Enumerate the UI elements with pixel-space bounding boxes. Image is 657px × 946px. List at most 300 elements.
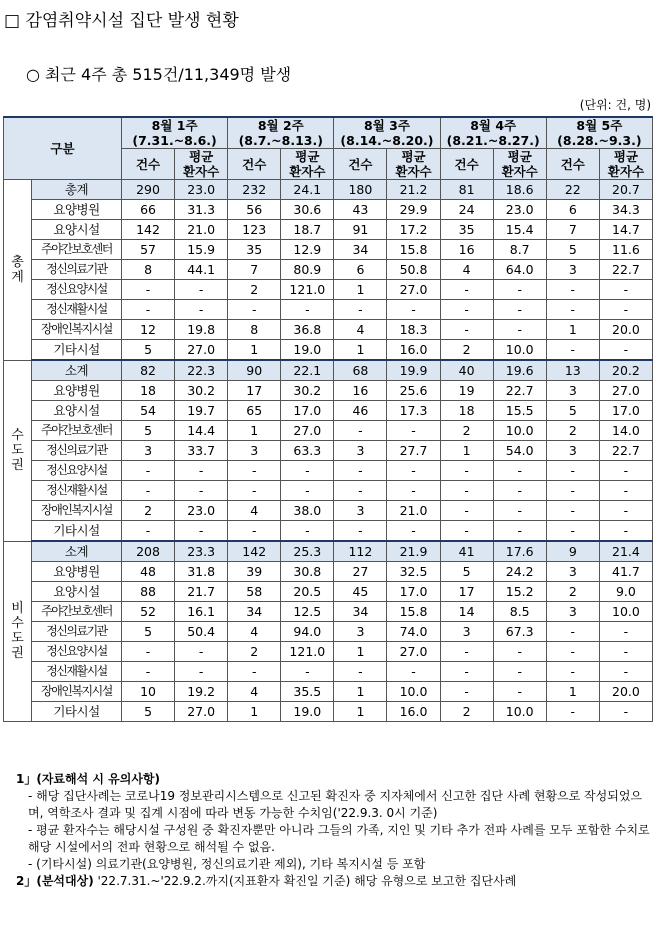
cell-count: - — [546, 501, 599, 521]
note-1-c: - (기타시설) 의료기관(요양병원, 정신의료기관 제외), 기타 복지시설 등 포함 — [28, 857, 426, 871]
header-count: 건수 — [334, 149, 387, 180]
cell-count: - — [122, 300, 175, 320]
cell-avg-patients: 11.6 — [599, 240, 652, 260]
cell-count: - — [440, 662, 493, 682]
row-category: 정신의료기관 — [32, 622, 122, 642]
cell-avg-patients: - — [599, 501, 652, 521]
cell-count: 3 — [546, 441, 599, 461]
cell-count: 18 — [122, 381, 175, 401]
cell-avg-patients: 10.0 — [493, 421, 546, 441]
row-category: 요양병원 — [32, 562, 122, 582]
cell-avg-patients: 21.7 — [175, 582, 228, 602]
cell-avg-patients: - — [281, 521, 334, 542]
cell-count: 2 — [546, 582, 599, 602]
cell-count: 2 — [440, 702, 493, 722]
cell-count: 16 — [440, 240, 493, 260]
cell-avg-patients: 17.0 — [281, 401, 334, 421]
row-category: 장애인복지시설 — [32, 320, 122, 340]
header-category: 구분 — [4, 117, 122, 180]
cell-avg-patients: 19.6 — [493, 360, 546, 381]
cell-avg-patients: 27.0 — [387, 280, 440, 300]
cell-avg-patients: - — [599, 662, 652, 682]
cell-count: 5 — [122, 421, 175, 441]
table-row — [4, 662, 653, 682]
cell-avg-patients: - — [387, 300, 440, 320]
cell-count: 208 — [122, 541, 175, 562]
cell-avg-patients: 21.2 — [387, 180, 440, 200]
cell-count: 65 — [228, 401, 281, 421]
cell-count: 19 — [440, 381, 493, 401]
cell-avg-patients: 25.3 — [281, 541, 334, 562]
cell-avg-patients: 16.0 — [387, 702, 440, 722]
cell-count: 82 — [122, 360, 175, 381]
table-row — [4, 501, 653, 521]
region-label: 총 계 — [4, 180, 32, 361]
cell-avg-patients: 17.0 — [599, 401, 652, 421]
cell-count: 13 — [546, 360, 599, 381]
header-avg-patients: 평균 환자수 — [281, 149, 334, 180]
cell-avg-patients: 22.1 — [281, 360, 334, 381]
cell-avg-patients: 27.7 — [387, 441, 440, 461]
header-count: 건수 — [228, 149, 281, 180]
table-row — [4, 421, 653, 441]
cell-avg-patients: 27.0 — [175, 340, 228, 361]
cell-avg-patients: 10.0 — [493, 340, 546, 361]
cell-avg-patients: 20.7 — [599, 180, 652, 200]
cell-count: - — [440, 280, 493, 300]
cell-count: - — [546, 642, 599, 662]
cell-count: - — [440, 461, 493, 481]
cell-avg-patients: 23.3 — [175, 541, 228, 562]
cell-count: 1 — [546, 682, 599, 702]
row-category: 주야간보호센터 — [32, 602, 122, 622]
table-row — [4, 200, 653, 220]
cell-count: 290 — [122, 180, 175, 200]
cell-avg-patients: 18.6 — [493, 180, 546, 200]
table-row — [4, 441, 653, 461]
row-category: 기타시설 — [32, 521, 122, 542]
header-period: 8월 3주 (8.14.~8.20.) — [334, 117, 440, 149]
cell-count: 39 — [228, 562, 281, 582]
cell-avg-patients: 20.0 — [599, 320, 652, 340]
cell-avg-patients: - — [175, 481, 228, 501]
cell-avg-patients: 24.1 — [281, 180, 334, 200]
table-row — [4, 622, 653, 642]
header-avg-patients: 평균 환자수 — [387, 149, 440, 180]
cell-count: 3 — [334, 501, 387, 521]
cell-avg-patients: 15.5 — [493, 401, 546, 421]
cell-count: - — [228, 300, 281, 320]
cell-count: 5 — [546, 401, 599, 421]
cell-avg-patients: - — [493, 682, 546, 702]
cell-avg-patients: 121.0 — [281, 642, 334, 662]
cell-avg-patients: - — [281, 662, 334, 682]
cell-avg-patients: 15.9 — [175, 240, 228, 260]
table-row — [4, 682, 653, 702]
cell-count: 41 — [440, 541, 493, 562]
cell-avg-patients: - — [175, 521, 228, 542]
table-row-subtotal — [4, 541, 653, 562]
cell-avg-patients: - — [599, 702, 652, 722]
cell-count: 1 — [334, 702, 387, 722]
cell-avg-patients: 23.0 — [175, 501, 228, 521]
row-category: 정신재활시설 — [32, 662, 122, 682]
cell-count: - — [440, 481, 493, 501]
cell-avg-patients: 15.2 — [493, 582, 546, 602]
header-avg-patients: 평균 환자수 — [493, 149, 546, 180]
table-row — [4, 240, 653, 260]
cell-count: - — [546, 662, 599, 682]
cell-avg-patients: 38.0 — [281, 501, 334, 521]
page-title: □ 감염취약시설 집단 발생 현황 — [4, 11, 239, 31]
table-row-subtotal — [4, 180, 653, 200]
cell-count: 142 — [122, 220, 175, 240]
cell-avg-patients: 30.2 — [281, 381, 334, 401]
cell-count: - — [334, 662, 387, 682]
cell-avg-patients: 22.7 — [493, 381, 546, 401]
header-count: 건수 — [546, 149, 599, 180]
cell-count: 3 — [440, 622, 493, 642]
cell-count: - — [546, 622, 599, 642]
table-row — [4, 300, 653, 320]
cell-avg-patients: - — [175, 662, 228, 682]
header-avg-patients: 평균 환자수 — [175, 149, 228, 180]
cell-count: 66 — [122, 200, 175, 220]
cell-avg-patients: 18.3 — [387, 320, 440, 340]
cell-avg-patients: 34.3 — [599, 200, 652, 220]
cell-count: 1 — [228, 702, 281, 722]
cell-avg-patients: - — [281, 481, 334, 501]
cell-count: - — [546, 340, 599, 361]
row-category: 주야간보호센터 — [32, 240, 122, 260]
cell-count: 2 — [440, 421, 493, 441]
cell-avg-patients: 80.9 — [281, 260, 334, 280]
cell-count: 4 — [228, 682, 281, 702]
cell-avg-patients: 31.8 — [175, 562, 228, 582]
cell-count: 68 — [334, 360, 387, 381]
cell-avg-patients: 10.0 — [493, 702, 546, 722]
cell-avg-patients: 16.1 — [175, 602, 228, 622]
cell-avg-patients: - — [493, 481, 546, 501]
cell-avg-patients: 20.5 — [281, 582, 334, 602]
cell-count: 81 — [440, 180, 493, 200]
cell-avg-patients: 41.7 — [599, 562, 652, 582]
cell-avg-patients: 22.7 — [599, 441, 652, 461]
header-row-periods — [4, 117, 653, 149]
cell-count: - — [440, 300, 493, 320]
cell-count: - — [546, 521, 599, 542]
cell-avg-patients: - — [493, 320, 546, 340]
cell-avg-patients: 23.0 — [493, 200, 546, 220]
cell-avg-patients: 20.0 — [599, 682, 652, 702]
cell-count: - — [546, 481, 599, 501]
cell-count: 232 — [228, 180, 281, 200]
cell-count: - — [440, 501, 493, 521]
cell-count: 2 — [546, 421, 599, 441]
cell-count: 24 — [440, 200, 493, 220]
cell-avg-patients: - — [493, 300, 546, 320]
cell-avg-patients: 29.9 — [387, 200, 440, 220]
cell-avg-patients: - — [493, 461, 546, 481]
cell-avg-patients: - — [493, 662, 546, 682]
row-category: 장애인복지시설 — [32, 501, 122, 521]
cell-count: 6 — [334, 260, 387, 280]
cell-count: - — [546, 702, 599, 722]
cell-count: 43 — [334, 200, 387, 220]
cell-count: - — [334, 421, 387, 441]
cell-count: 1 — [228, 421, 281, 441]
cell-avg-patients: - — [599, 340, 652, 361]
cell-avg-patients: - — [493, 280, 546, 300]
note-1-heading: 1」(자료해석 시 유의사항) — [16, 772, 161, 786]
cell-avg-patients: 14.4 — [175, 421, 228, 441]
cell-count: 56 — [228, 200, 281, 220]
cell-avg-patients: 121.0 — [281, 280, 334, 300]
row-category: 주야간보호센터 — [32, 421, 122, 441]
unit-label: (단위: 건, 명) — [579, 98, 651, 112]
header-period: 8월 1주 (7.31.~8.6.) — [122, 117, 228, 149]
header-period: 8월 4주 (8.21.~8.27.) — [440, 117, 546, 149]
cell-count: 18 — [440, 401, 493, 421]
cell-avg-patients: 17.6 — [493, 541, 546, 562]
cell-avg-patients: 14.0 — [599, 421, 652, 441]
cell-count: 90 — [228, 360, 281, 381]
cell-avg-patients: 17.3 — [387, 401, 440, 421]
cell-count: 180 — [334, 180, 387, 200]
table-row — [4, 461, 653, 481]
cell-count: 48 — [122, 562, 175, 582]
cell-count: 3 — [546, 381, 599, 401]
cell-count: 34 — [334, 602, 387, 622]
cell-avg-patients: 16.0 — [387, 340, 440, 361]
cell-count: 54 — [122, 401, 175, 421]
cell-count: 17 — [228, 381, 281, 401]
cell-count: 2 — [228, 280, 281, 300]
cell-count: 3 — [334, 622, 387, 642]
cell-count: 8 — [122, 260, 175, 280]
cell-count: - — [334, 481, 387, 501]
header-count: 건수 — [440, 149, 493, 180]
cell-count: - — [122, 642, 175, 662]
cell-count: 34 — [334, 240, 387, 260]
cell-avg-patients: 19.9 — [387, 360, 440, 381]
row-category: 정신요양시설 — [32, 642, 122, 662]
cell-avg-patients: 17.0 — [387, 582, 440, 602]
cell-count: 3 — [546, 562, 599, 582]
cell-count: 7 — [546, 220, 599, 240]
cell-avg-patients: 32.5 — [387, 562, 440, 582]
cell-count: - — [440, 521, 493, 542]
cell-avg-patients: 23.0 — [175, 180, 228, 200]
row-category: 요양시설 — [32, 220, 122, 240]
cell-count: - — [546, 280, 599, 300]
cell-count: 35 — [228, 240, 281, 260]
cell-count: 3 — [334, 441, 387, 461]
cell-avg-patients: 20.2 — [599, 360, 652, 381]
cell-avg-patients: 15.8 — [387, 602, 440, 622]
row-category: 정신재활시설 — [32, 300, 122, 320]
cell-avg-patients: 14.7 — [599, 220, 652, 240]
cell-avg-patients: - — [493, 642, 546, 662]
cell-count: 46 — [334, 401, 387, 421]
cell-avg-patients: - — [175, 642, 228, 662]
cell-avg-patients: 21.0 — [175, 220, 228, 240]
cell-count: 4 — [228, 501, 281, 521]
cell-count: 5 — [122, 622, 175, 642]
cell-avg-patients: - — [281, 300, 334, 320]
cell-count: 22 — [546, 180, 599, 200]
cell-avg-patients: 22.3 — [175, 360, 228, 381]
row-category: 정신요양시설 — [32, 461, 122, 481]
cell-count: - — [546, 300, 599, 320]
cell-avg-patients: - — [387, 662, 440, 682]
cell-count: 40 — [440, 360, 493, 381]
cell-count: - — [228, 461, 281, 481]
notes — [16, 771, 652, 890]
cell-avg-patients: 19.0 — [281, 340, 334, 361]
cell-avg-patients: 19.8 — [175, 320, 228, 340]
cell-count: - — [440, 682, 493, 702]
table-row — [4, 280, 653, 300]
row-category: 요양시설 — [32, 401, 122, 421]
cell-count: 58 — [228, 582, 281, 602]
cell-count: 57 — [122, 240, 175, 260]
cell-avg-patients: 9.0 — [599, 582, 652, 602]
row-category: 정신재활시설 — [32, 481, 122, 501]
cell-avg-patients: 18.7 — [281, 220, 334, 240]
cell-avg-patients: 50.8 — [387, 260, 440, 280]
cell-count: - — [122, 662, 175, 682]
cell-avg-patients: - — [175, 461, 228, 481]
cell-count: 17 — [440, 582, 493, 602]
cell-avg-patients: 8.7 — [493, 240, 546, 260]
table-row — [4, 401, 653, 421]
cell-avg-patients: 35.5 — [281, 682, 334, 702]
cell-avg-patients: - — [599, 300, 652, 320]
cell-avg-patients: 19.0 — [281, 702, 334, 722]
table-row — [4, 602, 653, 622]
table-row — [4, 481, 653, 501]
cell-count: 35 — [440, 220, 493, 240]
cell-avg-patients: - — [493, 501, 546, 521]
table-row-subtotal — [4, 360, 653, 381]
row-category: 정신의료기관 — [32, 441, 122, 461]
outbreak-table — [3, 116, 653, 722]
cell-count: 9 — [546, 541, 599, 562]
cell-avg-patients: 24.2 — [493, 562, 546, 582]
cell-count: 2 — [122, 501, 175, 521]
cell-count: 8 — [228, 320, 281, 340]
cell-avg-patients: 15.8 — [387, 240, 440, 260]
cell-count: - — [440, 320, 493, 340]
row-category: 소계 — [32, 541, 122, 562]
cell-avg-patients: 10.0 — [387, 682, 440, 702]
row-category: 소계 — [32, 360, 122, 381]
cell-count: - — [122, 481, 175, 501]
cell-avg-patients: 19.2 — [175, 682, 228, 702]
table-row — [4, 521, 653, 542]
header-period: 8월 2주 (8.7.~8.13.) — [228, 117, 334, 149]
cell-count: 3 — [228, 441, 281, 461]
cell-count: 91 — [334, 220, 387, 240]
cell-avg-patients: 30.6 — [281, 200, 334, 220]
cell-count: 3 — [546, 602, 599, 622]
cell-avg-patients: - — [387, 421, 440, 441]
cell-count: - — [334, 300, 387, 320]
cell-avg-patients: 10.0 — [599, 602, 652, 622]
cell-count: 2 — [440, 340, 493, 361]
row-category: 요양시설 — [32, 582, 122, 602]
cell-avg-patients: 30.8 — [281, 562, 334, 582]
cell-count: 7 — [228, 260, 281, 280]
cell-avg-patients: 94.0 — [281, 622, 334, 642]
cell-count: - — [546, 461, 599, 481]
cell-count: 5 — [546, 240, 599, 260]
row-category: 정신요양시설 — [32, 280, 122, 300]
row-category: 정신의료기관 — [32, 260, 122, 280]
cell-avg-patients: 30.2 — [175, 381, 228, 401]
cell-avg-patients: 50.4 — [175, 622, 228, 642]
cell-count: 1 — [334, 280, 387, 300]
cell-count: 6 — [546, 200, 599, 220]
header-avg-patients: 평균 환자수 — [599, 149, 652, 180]
row-category: 기타시설 — [32, 702, 122, 722]
cell-avg-patients: - — [281, 461, 334, 481]
cell-avg-patients: - — [599, 280, 652, 300]
cell-avg-patients: 12.5 — [281, 602, 334, 622]
cell-count: - — [440, 642, 493, 662]
cell-count: - — [122, 521, 175, 542]
cell-avg-patients: 36.8 — [281, 320, 334, 340]
cell-avg-patients: - — [175, 280, 228, 300]
cell-avg-patients: 27.0 — [175, 702, 228, 722]
cell-avg-patients: 44.1 — [175, 260, 228, 280]
cell-avg-patients: - — [599, 461, 652, 481]
region-label: 비 수 도 권 — [4, 541, 32, 722]
cell-count: - — [122, 280, 175, 300]
cell-count: - — [334, 521, 387, 542]
cell-count: 5 — [122, 702, 175, 722]
table-row — [4, 320, 653, 340]
header-period: 8월 5주 (8.28.~9.3.) — [546, 117, 652, 149]
cell-count: 4 — [334, 320, 387, 340]
cell-count: 10 — [122, 682, 175, 702]
cell-count: 1 — [334, 682, 387, 702]
table-row — [4, 220, 653, 240]
cell-count: 5 — [122, 340, 175, 361]
cell-count: 34 — [228, 602, 281, 622]
cell-count: 88 — [122, 582, 175, 602]
cell-count: 2 — [228, 642, 281, 662]
cell-avg-patients: 17.2 — [387, 220, 440, 240]
table-row — [4, 562, 653, 582]
cell-avg-patients: 27.0 — [387, 642, 440, 662]
cell-count: 14 — [440, 602, 493, 622]
cell-count: 52 — [122, 602, 175, 622]
cell-count: 3 — [546, 260, 599, 280]
cell-count: 142 — [228, 541, 281, 562]
note-1-a: - 해당 집단사례는 코로나19 정보관리시스템으로 신고된 확진자 중 지자체에서 신고한 집단 사례 현황으로 작성되었으며, 역학조사 결과 및 집계 시점에 따라 변동 가능한 수치임('22.9.3. 0시 기준) — [28, 789, 643, 820]
cell-avg-patients: 25.6 — [387, 381, 440, 401]
page-subtitle: ○ 최근 4주 총 515건/11,349명 발생 — [26, 65, 292, 84]
cell-avg-patients: 74.0 — [387, 622, 440, 642]
region-label: 수 도 권 — [4, 360, 32, 541]
cell-avg-patients: - — [493, 521, 546, 542]
cell-avg-patients: - — [175, 300, 228, 320]
note-1-b: - 평균 환자수는 해당시설 구성원 중 확진자뿐만 아니라 그들의 가족, 지인 및 기타 추가 전파 사례를 모두 포함한 수치로 해당 시설에서의 전파 현황으로 해석될 수 없음. — [28, 823, 650, 854]
cell-count: 4 — [228, 622, 281, 642]
cell-count: 1 — [334, 340, 387, 361]
